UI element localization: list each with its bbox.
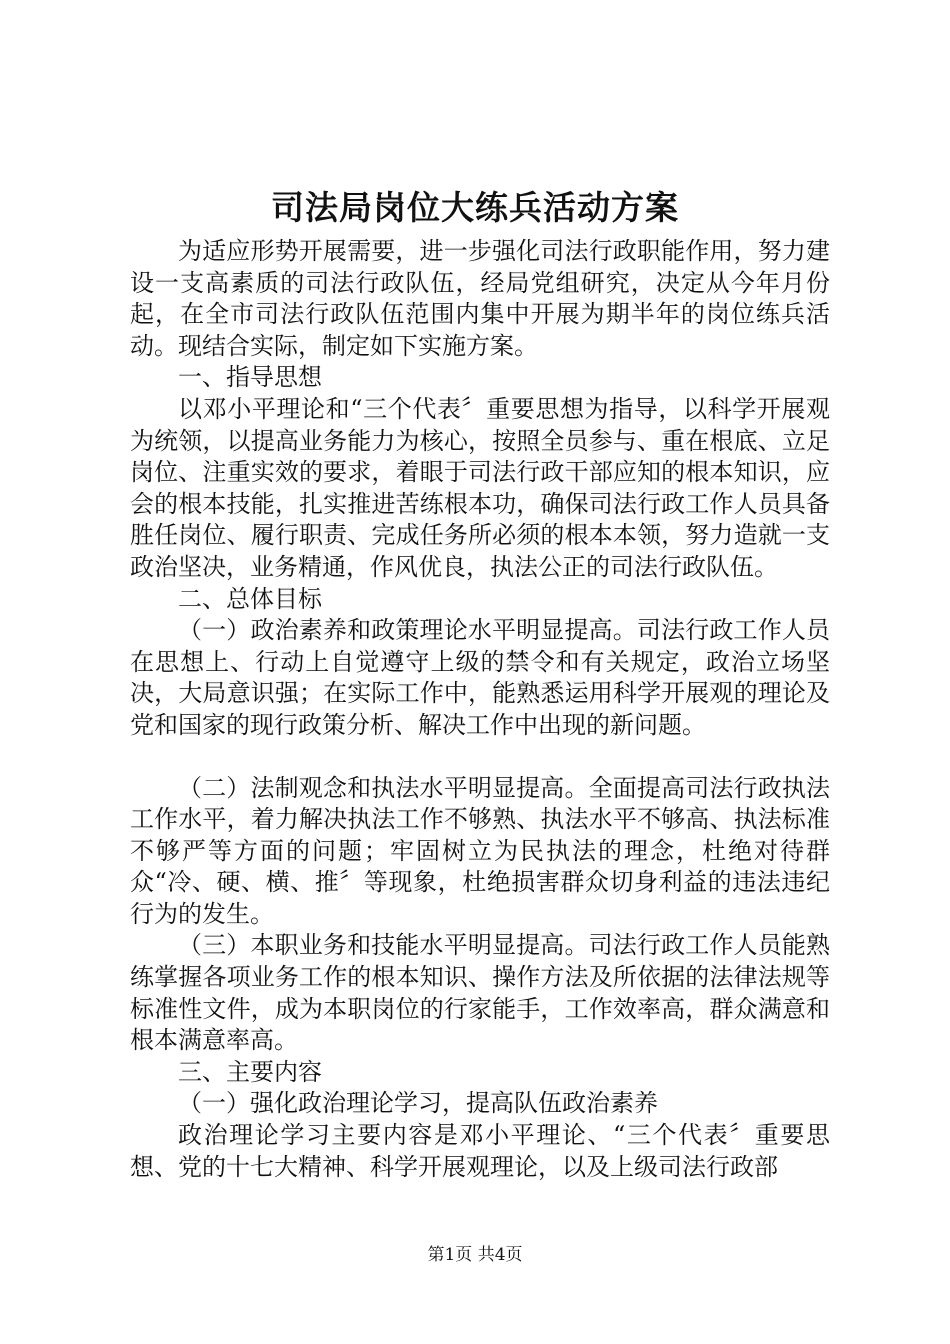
goal-1-paragraph: （一）政治素养和政策理论水平明显提高。司法行政工作人员在思想上、行动上自觉遵守上级的禁令和有关规定，政治立场坚决，大局意识强；在实际工作中，能熟悉运用科学开展观的理论及党和国家的现行政策分析、解决工作中出现的新问题。 [130, 616, 830, 739]
political-study-paragraph: 政治理论学习主要内容是邓小平理论、“三个代表〞重要思想、党的十七大精神、科学开展观理论，以及上级司法行政部 [130, 1121, 830, 1181]
goal-2-paragraph: （二）法制观念和执法水平明显提高。全面提高司法行政执法工作水平，着力解决执法工作不够熟、执法水平不够高、执法标准不够严等方面的问题；牢固树立为民执法的理念，杜绝对待群众“冷、硬、横、推〞等现象，杜绝损害群众切身利益的违法违纪行为的发生。 [130, 773, 830, 928]
section-heading-guiding-thought: 一、指导思想 [178, 363, 322, 392]
section-heading-main-content: 三、主要内容 [178, 1057, 322, 1086]
goal-3-paragraph: （三）本职业务和技能水平明显提高。司法行政工作人员能熟练掌握各项业务工作的根本知识、操作方法及所依据的法律法规等标准性文件，成为本职岗位的行家能手，工作效率高，群众满意和根本满意率高。 [130, 931, 830, 1055]
section-heading-overall-goals: 二、总体目标 [178, 584, 322, 613]
intro-paragraph: 为适应形势开展需要，进一步强化司法行政职能作用，努力建设一支高素质的司法行政队伍，经局党组研究，决定从今年月份起，在全市司法行政队伍范围内集中开展为期半年的岗位练兵活动。现结合实际，制定如下实施方案。 [130, 237, 830, 360]
document-body [130, 236, 830, 1183]
page-number-footer: 第1页 共4页 [427, 1245, 523, 1265]
document-title: 司法局岗位大练兵活动方案 [271, 188, 679, 227]
subsection-heading-political-study: （一）强化政治理论学习，提高队伍政治素养 [178, 1089, 658, 1118]
guiding-thought-paragraph: 以邓小平理论和“三个代表〞重要思想为指导，以科学开展观为统领，以提高业务能力为核心，按照全员参与、重在根底、立足岗位、注重实效的要求，着眼于司法行政干部应知的根本知识，应会的根本技能，扎实推进苦练根本功，确保司法行政工作人员具备胜任岗位、履行职责、完成任务所必须的根本本领，努力造就一支政治坚决，业务精通，作风优良，执法公正的司法行政队伍。 [130, 394, 830, 581]
